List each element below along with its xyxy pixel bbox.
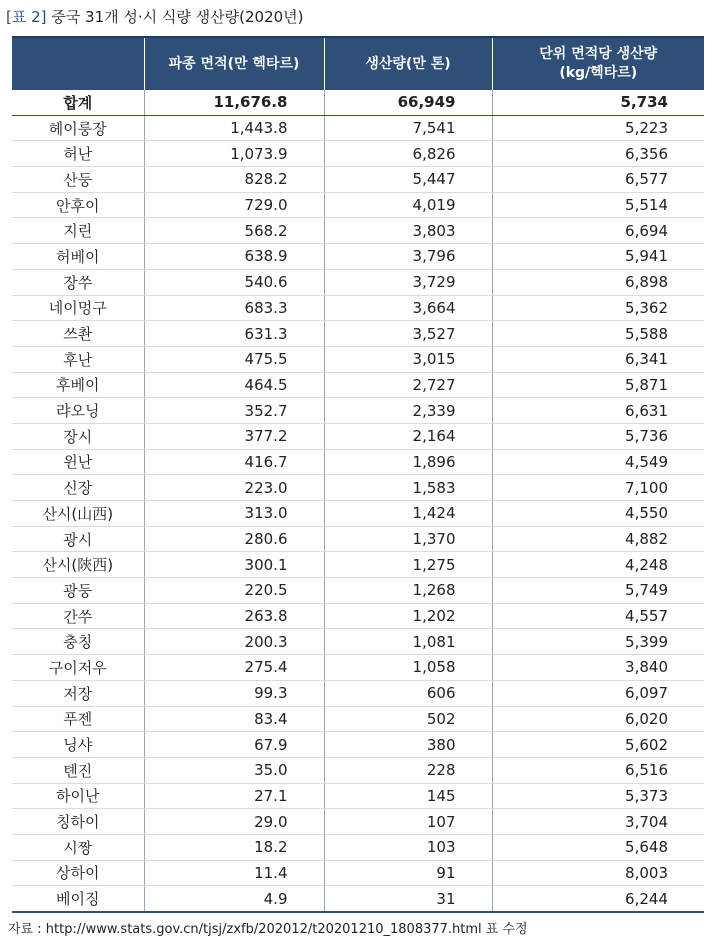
- province-name: 신장: [12, 475, 144, 501]
- table-row: [12, 244, 704, 270]
- yield-per-area: 5,399: [492, 629, 704, 655]
- province-name: 푸젠: [12, 706, 144, 732]
- table-row: [12, 680, 704, 706]
- total-yield: 5,734: [492, 90, 704, 115]
- production: 1,268: [324, 578, 492, 604]
- yield-per-area: 6,356: [492, 141, 704, 167]
- province-name: 칭하이: [12, 809, 144, 835]
- header-yield-label: 단위 면적당 생산량: [539, 46, 658, 62]
- sown-area: 27.1: [144, 783, 324, 809]
- table-row: [12, 706, 704, 732]
- province-name: 톈진: [12, 757, 144, 783]
- province-name: 구이저우: [12, 655, 144, 681]
- sown-area: 18.2: [144, 834, 324, 860]
- production: 91: [324, 860, 492, 886]
- table-row: [12, 860, 704, 886]
- production: 1,896: [324, 449, 492, 475]
- sown-area: 1,073.9: [144, 141, 324, 167]
- province-name: 장쑤: [12, 269, 144, 295]
- production: 5,447: [324, 167, 492, 193]
- province-name: 후베이: [12, 372, 144, 398]
- province-name: 후난: [12, 346, 144, 372]
- province-name: 베이징: [12, 886, 144, 912]
- sown-area: 220.5: [144, 578, 324, 604]
- header-area: 파종 면적(만 헥타르): [144, 37, 324, 90]
- table-title: 중국 31개 성·시 식량 생산량(2020년): [51, 8, 304, 26]
- production: 3,796: [324, 244, 492, 270]
- province-name: 산시(山西): [12, 501, 144, 527]
- sown-area: 377.2: [144, 423, 324, 449]
- production: 1,202: [324, 603, 492, 629]
- table-row: [12, 578, 704, 604]
- total-row: [12, 90, 704, 115]
- yield-per-area: 4,549: [492, 449, 704, 475]
- province-name: 하이난: [12, 783, 144, 809]
- header-yield: [492, 37, 704, 90]
- province-name: 산시(陝西): [12, 552, 144, 578]
- yield-per-area: 6,631: [492, 398, 704, 424]
- yield-per-area: 4,248: [492, 552, 704, 578]
- sown-area: 280.6: [144, 526, 324, 552]
- sown-area: 416.7: [144, 449, 324, 475]
- sown-area: 67.9: [144, 732, 324, 758]
- sown-area: 99.3: [144, 680, 324, 706]
- total-production: 66,949: [324, 90, 492, 115]
- production: 1,370: [324, 526, 492, 552]
- production: 1,583: [324, 475, 492, 501]
- production: 1,275: [324, 552, 492, 578]
- table-row: [12, 732, 704, 758]
- sown-area: 475.5: [144, 346, 324, 372]
- production: 3,015: [324, 346, 492, 372]
- yield-per-area: 5,362: [492, 295, 704, 321]
- province-name: 장시: [12, 423, 144, 449]
- sown-area: 200.3: [144, 629, 324, 655]
- table-row: [12, 834, 704, 860]
- province-name: 상하이: [12, 860, 144, 886]
- production: 7,541: [324, 115, 492, 141]
- province-name: 허난: [12, 141, 144, 167]
- table-row: [12, 295, 704, 321]
- sown-area: 683.3: [144, 295, 324, 321]
- sown-area: 729.0: [144, 192, 324, 218]
- table-row: [12, 321, 704, 347]
- table-row: [12, 757, 704, 783]
- yield-per-area: 6,898: [492, 269, 704, 295]
- province-name: 광둥: [12, 578, 144, 604]
- production: 606: [324, 680, 492, 706]
- production: 145: [324, 783, 492, 809]
- sown-area: 540.6: [144, 269, 324, 295]
- production: 3,664: [324, 295, 492, 321]
- sown-area: 352.7: [144, 398, 324, 424]
- sown-area: 29.0: [144, 809, 324, 835]
- header-province: [12, 37, 144, 90]
- yield-per-area: 8,003: [492, 860, 704, 886]
- table-row: [12, 218, 704, 244]
- table-row: [12, 783, 704, 809]
- total-area: 11,676.8: [144, 90, 324, 115]
- province-name: 닝샤: [12, 732, 144, 758]
- yield-per-area: 6,244: [492, 886, 704, 912]
- yield-per-area: 3,704: [492, 809, 704, 835]
- yield-per-area: 5,749: [492, 578, 704, 604]
- sown-area: 275.4: [144, 655, 324, 681]
- yield-per-area: 4,550: [492, 501, 704, 527]
- province-name: 허베이: [12, 244, 144, 270]
- yield-per-area: 5,648: [492, 834, 704, 860]
- sown-area: 300.1: [144, 552, 324, 578]
- province-name: 간쑤: [12, 603, 144, 629]
- table-row: [12, 372, 704, 398]
- yield-per-area: 5,602: [492, 732, 704, 758]
- total-label: 합계: [12, 90, 144, 115]
- production: 1,081: [324, 629, 492, 655]
- province-name: 저장: [12, 680, 144, 706]
- table-row: [12, 655, 704, 681]
- production: 2,164: [324, 423, 492, 449]
- table-row: [12, 167, 704, 193]
- province-name: 지린: [12, 218, 144, 244]
- table-row: [12, 115, 704, 141]
- province-name: 윈난: [12, 449, 144, 475]
- sown-area: 4.9: [144, 886, 324, 912]
- table-body: [12, 90, 704, 912]
- table-row: [12, 346, 704, 372]
- yield-per-area: 5,514: [492, 192, 704, 218]
- yield-per-area: 6,694: [492, 218, 704, 244]
- yield-per-area: 6,516: [492, 757, 704, 783]
- sown-area: 35.0: [144, 757, 324, 783]
- table-row: [12, 141, 704, 167]
- province-name: 안후이: [12, 192, 144, 218]
- sown-area: 313.0: [144, 501, 324, 527]
- grain-production-table: [12, 36, 704, 913]
- production: 107: [324, 809, 492, 835]
- province-name: 충칭: [12, 629, 144, 655]
- production: 228: [324, 757, 492, 783]
- sown-area: 223.0: [144, 475, 324, 501]
- production: 380: [324, 732, 492, 758]
- yield-per-area: 6,020: [492, 706, 704, 732]
- yield-per-area: 5,871: [492, 372, 704, 398]
- table-row: [12, 886, 704, 912]
- yield-per-area: 7,100: [492, 475, 704, 501]
- table-row: [12, 423, 704, 449]
- production: 1,424: [324, 501, 492, 527]
- sown-area: 1,443.8: [144, 115, 324, 141]
- sown-area: 11.4: [144, 860, 324, 886]
- table-row: [12, 398, 704, 424]
- production: 31: [324, 886, 492, 912]
- header-yield-unit: (kg/헥타르): [559, 65, 638, 81]
- yield-per-area: 4,882: [492, 526, 704, 552]
- production: 3,527: [324, 321, 492, 347]
- yield-per-area: 5,588: [492, 321, 704, 347]
- sown-area: 828.2: [144, 167, 324, 193]
- table-row: [12, 526, 704, 552]
- table-row: [12, 449, 704, 475]
- province-name: 헤이룽장: [12, 115, 144, 141]
- production: 6,826: [324, 141, 492, 167]
- table-caption: [6, 4, 304, 30]
- province-name: 시짱: [12, 834, 144, 860]
- sown-area: 568.2: [144, 218, 324, 244]
- sown-area: 464.5: [144, 372, 324, 398]
- sown-area: 638.9: [144, 244, 324, 270]
- yield-per-area: 6,341: [492, 346, 704, 372]
- yield-per-area: 6,577: [492, 167, 704, 193]
- yield-per-area: 5,223: [492, 115, 704, 141]
- production: 2,727: [324, 372, 492, 398]
- table-row: [12, 269, 704, 295]
- table-row: [12, 501, 704, 527]
- table-row: [12, 629, 704, 655]
- province-name: 산둥: [12, 167, 144, 193]
- province-name: 랴오닝: [12, 398, 144, 424]
- province-name: 네이멍구: [12, 295, 144, 321]
- production: 4,019: [324, 192, 492, 218]
- table-row: [12, 809, 704, 835]
- table-row: [12, 192, 704, 218]
- yield-per-area: 5,373: [492, 783, 704, 809]
- sown-area: 83.4: [144, 706, 324, 732]
- production: 3,803: [324, 218, 492, 244]
- table-row: [12, 475, 704, 501]
- table-row: [12, 552, 704, 578]
- production: 502: [324, 706, 492, 732]
- sown-area: 631.3: [144, 321, 324, 347]
- yield-per-area: 5,941: [492, 244, 704, 270]
- production: 103: [324, 834, 492, 860]
- table-header-row: [12, 37, 704, 90]
- yield-per-area: 6,097: [492, 680, 704, 706]
- production: 2,339: [324, 398, 492, 424]
- table-row: [12, 603, 704, 629]
- yield-per-area: 5,736: [492, 423, 704, 449]
- province-name: 쓰촨: [12, 321, 144, 347]
- yield-per-area: 3,840: [492, 655, 704, 681]
- sown-area: 263.8: [144, 603, 324, 629]
- production: 1,058: [324, 655, 492, 681]
- source-note: 자료 : http://www.stats.gov.cn/tjsj/zxfb/202012/t20201210_1808377.html 표 수정: [8, 922, 528, 937]
- table-number: [표 2]: [6, 8, 47, 26]
- header-production: 생산량(만 톤): [324, 37, 492, 90]
- production: 3,729: [324, 269, 492, 295]
- province-name: 광시: [12, 526, 144, 552]
- yield-per-area: 4,557: [492, 603, 704, 629]
